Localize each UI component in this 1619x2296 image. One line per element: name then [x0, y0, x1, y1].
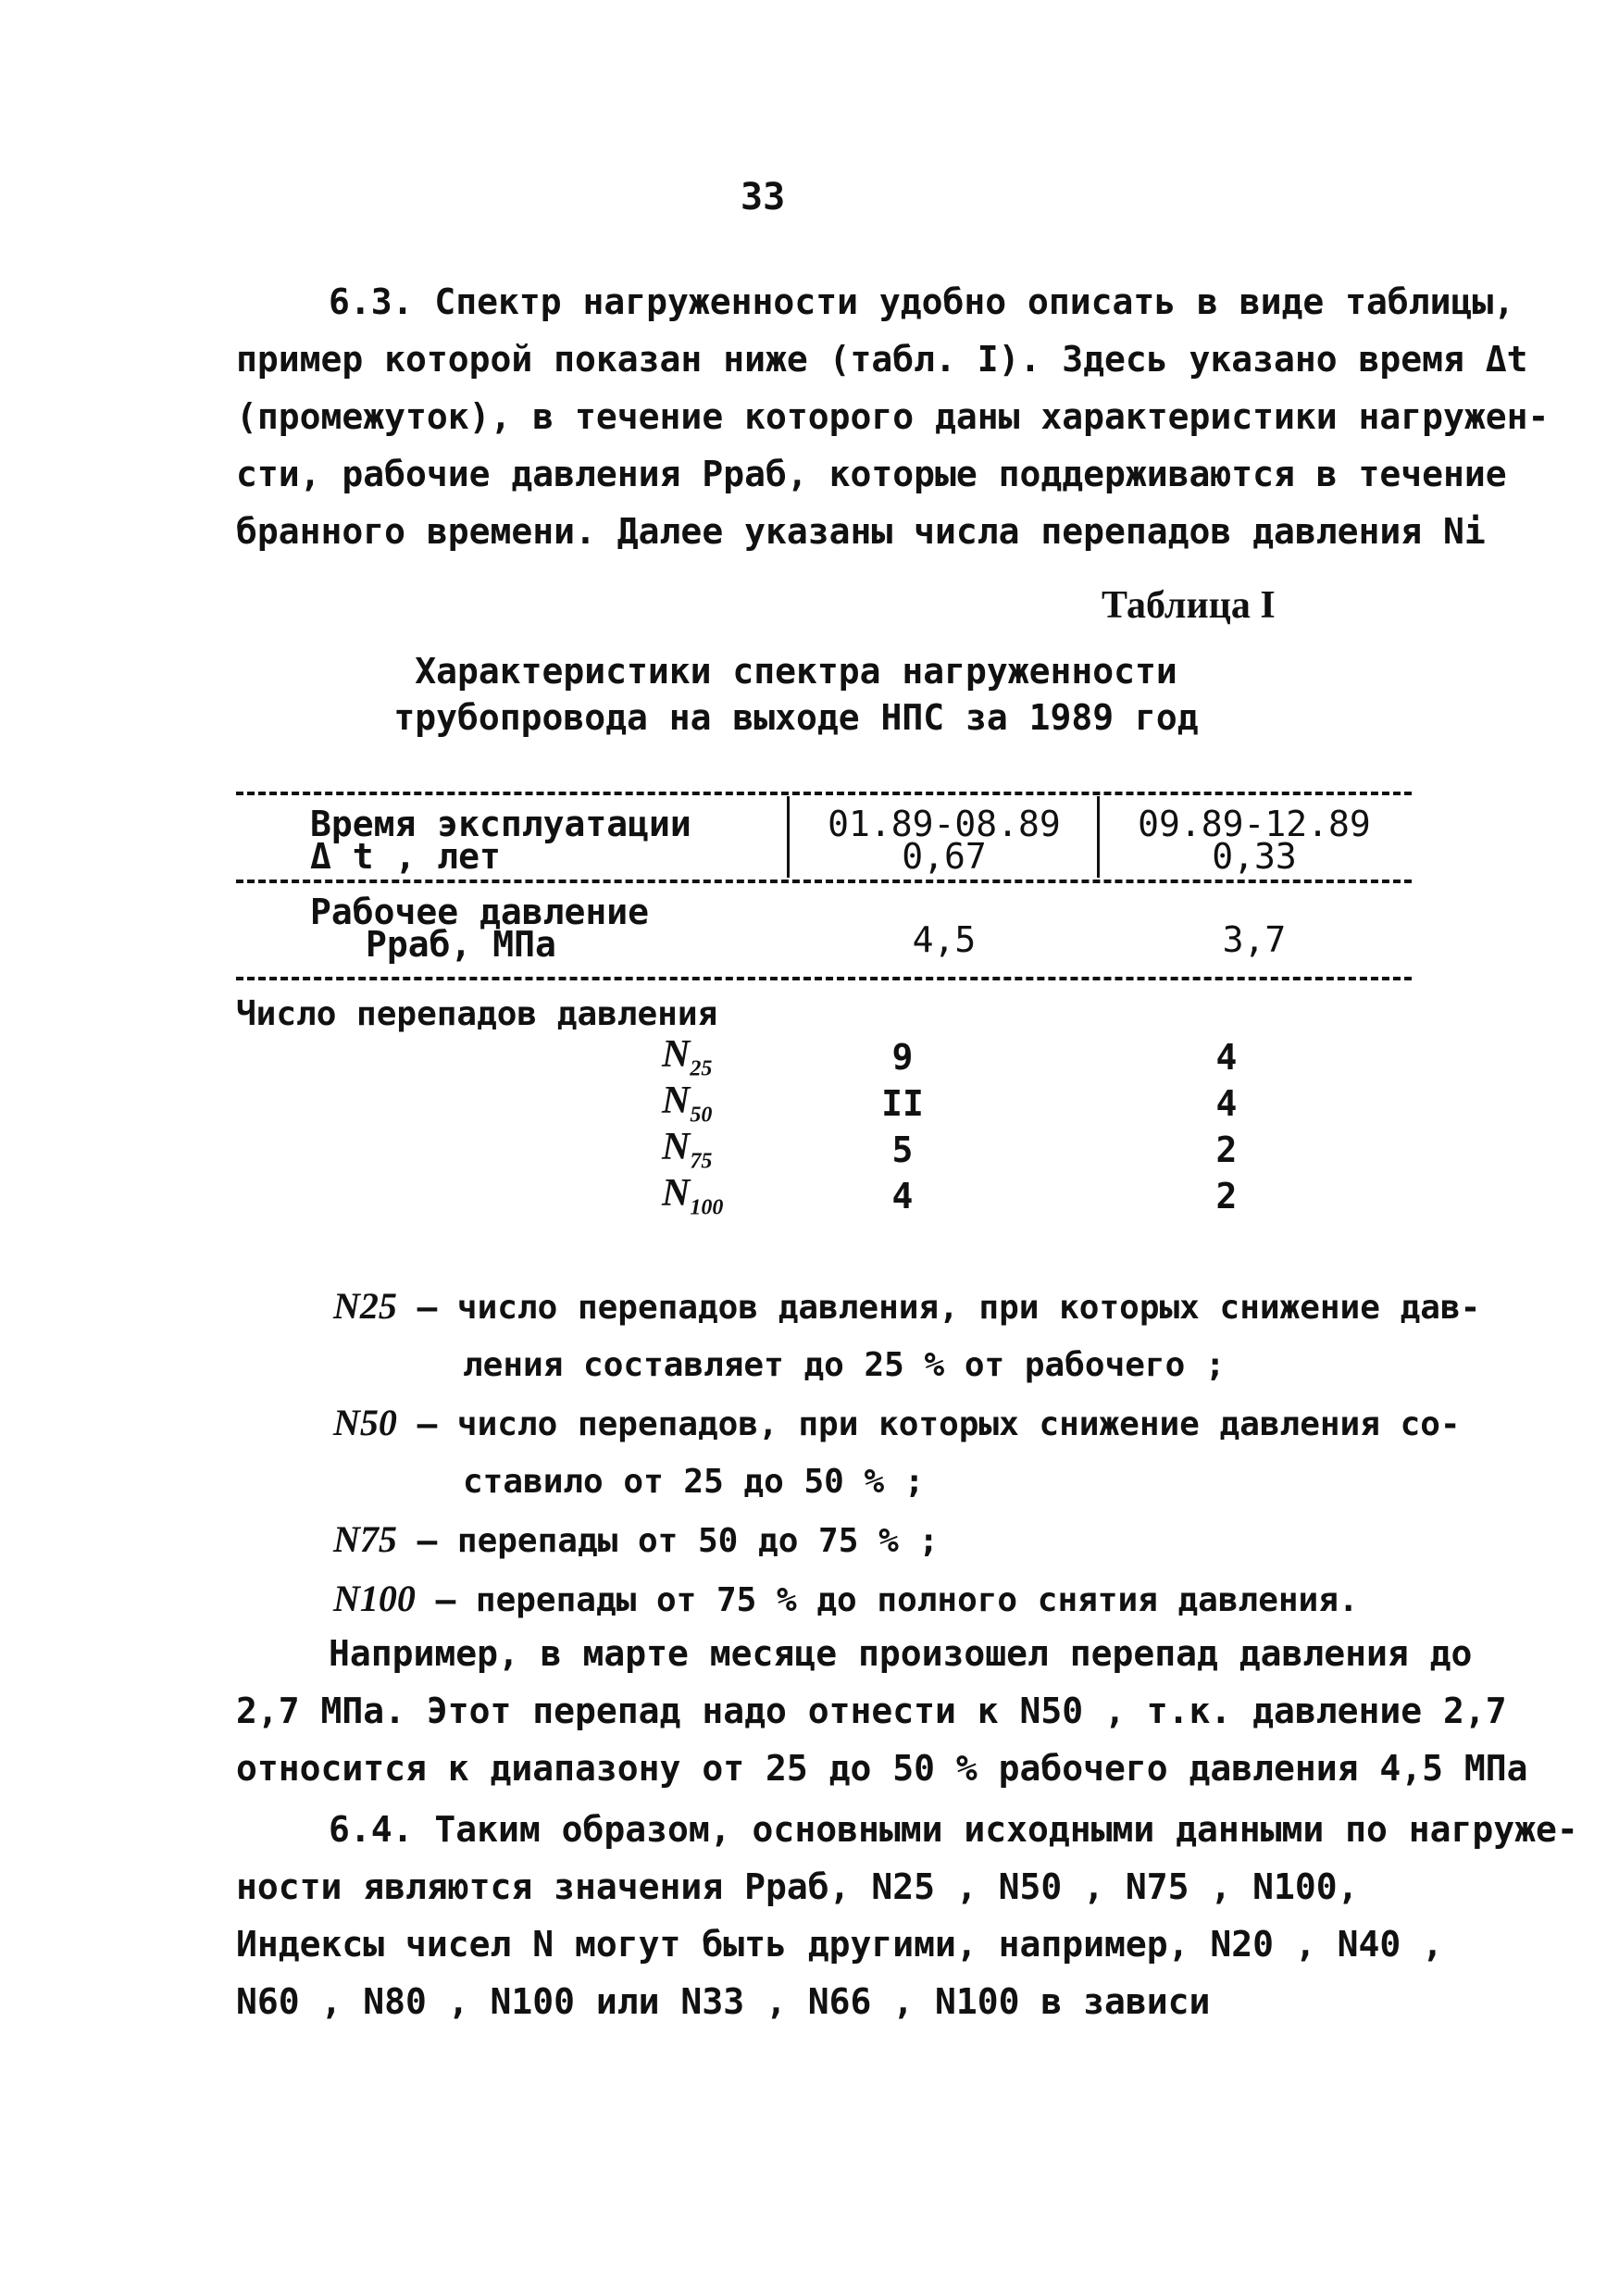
definition-line: N100 – перепады от 75 % до полного снятия давления.: [333, 1578, 1359, 1619]
paragraph-line: (промежуток), в течение которого даны характеристики нагружен-: [236, 396, 1550, 437]
caption-line: Характеристики спектра нагруженности: [415, 651, 1177, 692]
definition-line: ления составляет до 25 % от рабочего ;: [463, 1346, 1226, 1384]
pressure-label: Рабочее давление: [310, 892, 650, 932]
definition-line: N50 – число перепадов, при которых снижение давления со-: [333, 1402, 1461, 1443]
table-caption: [333, 648, 1259, 741]
n50-symbol: N50: [333, 1402, 397, 1443]
time-label: Время эксплуатации: [310, 804, 691, 844]
period-2: 09.89-12.89: [1138, 804, 1371, 844]
time-unit-label: Δ t , лет: [310, 836, 501, 877]
paragraph-line: сти, рабочие давления Pраб, которые поддерживаются в течение: [236, 454, 1507, 494]
pressure-unit-label: Pраб, МПа: [366, 924, 556, 965]
paragraph-line: 6.3. Спектр нагруженности удобно описать в виде таблицы,: [329, 281, 1515, 322]
paragraph-line: N60 , N80 , N100 или N33 , N66 , N100 в зависи: [236, 1981, 1211, 2022]
paragraph-line: 6.4. Таким образом, основными исходными данными по нагруже-: [329, 1809, 1578, 1850]
caption-line: трубопровода на выходе НПС за 1989 год: [393, 697, 1199, 738]
n-symbol: $N_{75}$: [662, 1126, 713, 1174]
period-1: 01.89-08.89: [828, 804, 1061, 844]
paragraph-line: 2,7 МПа. Этот перепад надо отнести к N50 , т.к. давление 2,7: [236, 1691, 1507, 1731]
drops-value: 4: [1215, 1083, 1238, 1124]
paragraph-line: Например, в марте месяце произошел перепад давления до: [329, 1633, 1473, 1674]
n-symbol: $N_{25}$: [662, 1033, 713, 1081]
period-1-years: 0,67: [902, 836, 987, 877]
paragraph-line: бранного времени. Далее указаны числа перепадов давления Ni: [236, 511, 1486, 552]
drops-value: II: [881, 1083, 924, 1124]
table-rule: [236, 977, 1412, 980]
paragraph-6-3: [236, 273, 1550, 560]
drops-value: 9: [891, 1037, 914, 1078]
definition-line: N75 – перепады от 50 до 75 % ;: [333, 1518, 940, 1560]
definition-line: ставило от 25 до 50 % ;: [463, 1463, 925, 1501]
table-rule: [236, 792, 1412, 795]
table-rule: [236, 880, 1412, 883]
drops-value: 5: [891, 1129, 914, 1170]
definition-line: N25 – число перепадов давления, при которых снижение дав-: [333, 1285, 1481, 1327]
drops-value: 4: [891, 1176, 914, 1217]
pressure-1: 4,5: [912, 919, 977, 960]
drops-value: 2: [1215, 1129, 1238, 1170]
paragraph-line: ности являются значения Pраб, N25 , N50 , N75 , N100,: [236, 1866, 1359, 1907]
period-2-years: 0,33: [1212, 836, 1297, 877]
page-number: 33: [741, 176, 786, 218]
table-column-divider: [1097, 796, 1100, 878]
n-symbol: $N_{100}$: [662, 1172, 724, 1220]
paragraph-line: пример которой показан ниже (табл. I). Здесь указано время Δt: [236, 339, 1528, 380]
example-paragraph: [236, 1625, 1528, 1797]
n75-symbol: N75: [333, 1518, 397, 1560]
n100-symbol: N100: [333, 1578, 416, 1619]
table-label: Таблица I: [1102, 584, 1276, 627]
pressure-2: 3,7: [1222, 919, 1287, 960]
drops-value: 4: [1215, 1037, 1238, 1078]
paragraph-line: относится к диапазону от 25 до 50 % рабочего давления 4,5 МПа: [236, 1748, 1528, 1789]
drops-value: 2: [1215, 1176, 1238, 1217]
paragraph-line: Индексы чисел N могут быть другими, например, N20 , N40 ,: [236, 1924, 1444, 1965]
drops-label: Число перепадов давления: [236, 995, 718, 1033]
table-column-divider: [787, 796, 790, 878]
definitions-list: [333, 1278, 1481, 1629]
paragraph-6-4: [236, 1801, 1578, 2030]
n-symbol: $N_{50}$: [662, 1079, 713, 1128]
n25-symbol: N25: [333, 1285, 397, 1327]
